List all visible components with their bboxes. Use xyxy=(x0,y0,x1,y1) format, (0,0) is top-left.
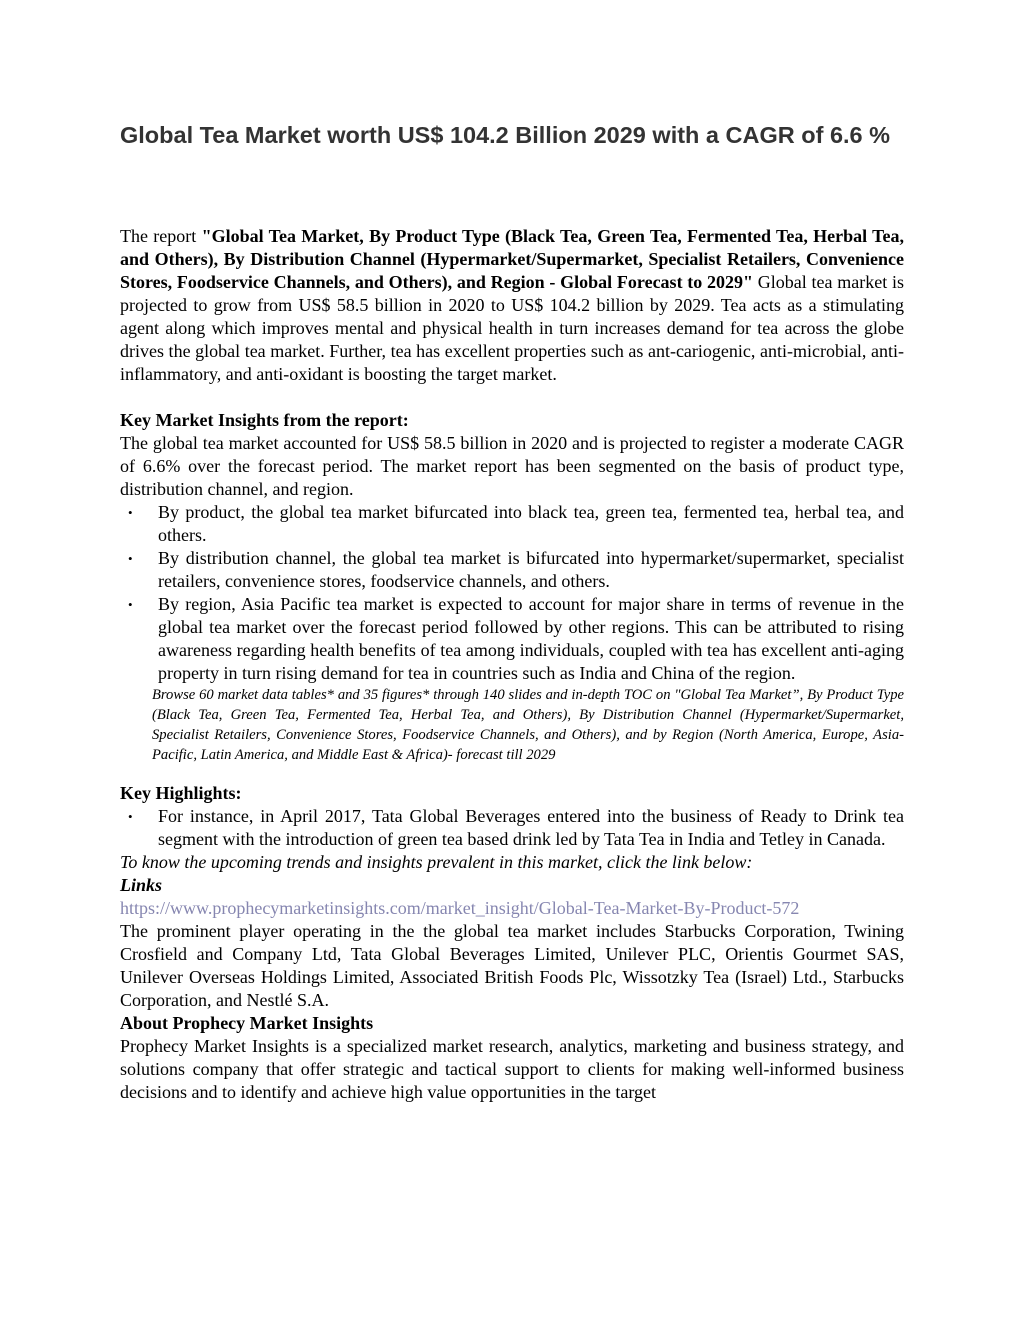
bullet-icon: • xyxy=(128,551,133,566)
key-highlights-list xyxy=(120,805,904,851)
list-item-text: By distribution channel, the global tea market is bifurcated into hypermarket/supermarket, specialist retailers, convenience stores, foodservice channels, and others. xyxy=(158,548,904,591)
browse-note: Browse 60 market data tables* and 35 figures* through 140 slides and in-depth TOC on "Global Tea Market”, By Product Type (Black Tea, Green Tea, Fermented Tea, Herbal Tea, and Others), By Distribution Channel (Hypermarket/Supermarket, Specialist Retailers, Convenience Stores, Foodservice Channels, and Others), and by Region (North America, Europe, Asia-Pacific, Latin America, and Middle East & Africa)- forecast till 2029 xyxy=(152,687,904,763)
about-paragraph: Prophecy Market Insights is a specialized market research, analytics, marketing and business strategy, and solutions company that offer strategic and tactical support to clients for making well-informed business decisions and to identify and achieve high value opportunities in the target xyxy=(120,1036,904,1102)
list-item xyxy=(120,805,904,851)
report-name: "Global Tea Market, By Product Type (Black Tea, Green Tea, Fermented Tea, Herbal Tea, and Others), By Distribution Channel (Hypermarket/Supermarket, Specialist Retailers, Convenience Stores, Foodservice Channels, and Others), and Region - Global Forecast to 2029" xyxy=(120,226,904,292)
document-body xyxy=(120,225,904,1104)
intro-body: Global tea market is projected to grow from US$ 58.5 billion in 2020 to US$ 104.2 billion by 2029. Tea acts as a stimulating agent along which improves mental and physical health in turn increases demand for tea across the globe drives the global tea market. Further, tea has excellent properties such as ant-cariogenic, anti-microbial, anti-inflammatory, and anti-oxidant is boosting the target market. xyxy=(120,272,904,384)
report-link[interactable]: https://www.prophecymarketinsights.com/market_insight/Global-Tea-Market-By-Product-572 xyxy=(120,898,800,918)
bullet-icon: • xyxy=(128,809,133,824)
key-insights-heading: Key Market Insights from the report: xyxy=(120,410,409,430)
about-heading: About Prophecy Market Insights xyxy=(120,1013,374,1033)
page-title: Global Tea Market worth US$ 104.2 Billion 2029 with a CAGR of 6.6 % xyxy=(120,122,891,148)
list-item xyxy=(120,547,904,593)
list-item xyxy=(120,501,904,547)
key-insights-list xyxy=(120,501,904,685)
trends-prompt: To know the upcoming trends and insights prevalent in this market, click the link below: xyxy=(120,852,753,872)
list-item-text: By region, Asia Pacific tea market is expected to account for major share in terms of revenue in the global tea market over the forecast period followed by other regions. This can be attributed to rising awareness regarding health benefits of tea among individuals, coupled with tea has excellent anti-aging property in turn rising demand for tea in countries such as India and China of the region. xyxy=(158,594,904,683)
intro-prefix: The report xyxy=(120,226,202,246)
list-item-text: By product, the global tea market bifurcated into black tea, green tea, fermented tea, herbal tea, and others. xyxy=(158,502,904,545)
links-heading: Links xyxy=(120,875,163,895)
list-item-text: For instance, in April 2017, Tata Global Beverages entered into the business of Ready to Drink tea segment with the introduction of green tea based drink led by Tata Tea in India and Tetley in Canada. xyxy=(158,806,904,849)
bullet-icon: • xyxy=(128,505,133,520)
key-insights-paragraph: The global tea market accounted for US$ 58.5 billion in 2020 and is projected to register a moderate CAGR of 6.6% over the forecast period. The market report has been segmented on the basis of product type, distribution channel, and region. xyxy=(120,433,904,499)
list-item xyxy=(120,593,904,685)
bullet-icon: • xyxy=(128,597,133,612)
players-paragraph: The prominent player operating in the the global tea market includes Starbucks Corporation, Twining Crosfield and Company Ltd, Tata Global Beverages Limited, Unilever PLC, Orientis Gourmet SAS, Unilever Overseas Holdings Limited, Associated British Foods Plc, Wissotzky Tea (Israel) Ltd., Starbucks Corporation, and Nestlé S.A. xyxy=(120,921,904,1010)
key-highlights-heading: Key Highlights: xyxy=(120,783,242,803)
intro-paragraph xyxy=(120,225,904,386)
